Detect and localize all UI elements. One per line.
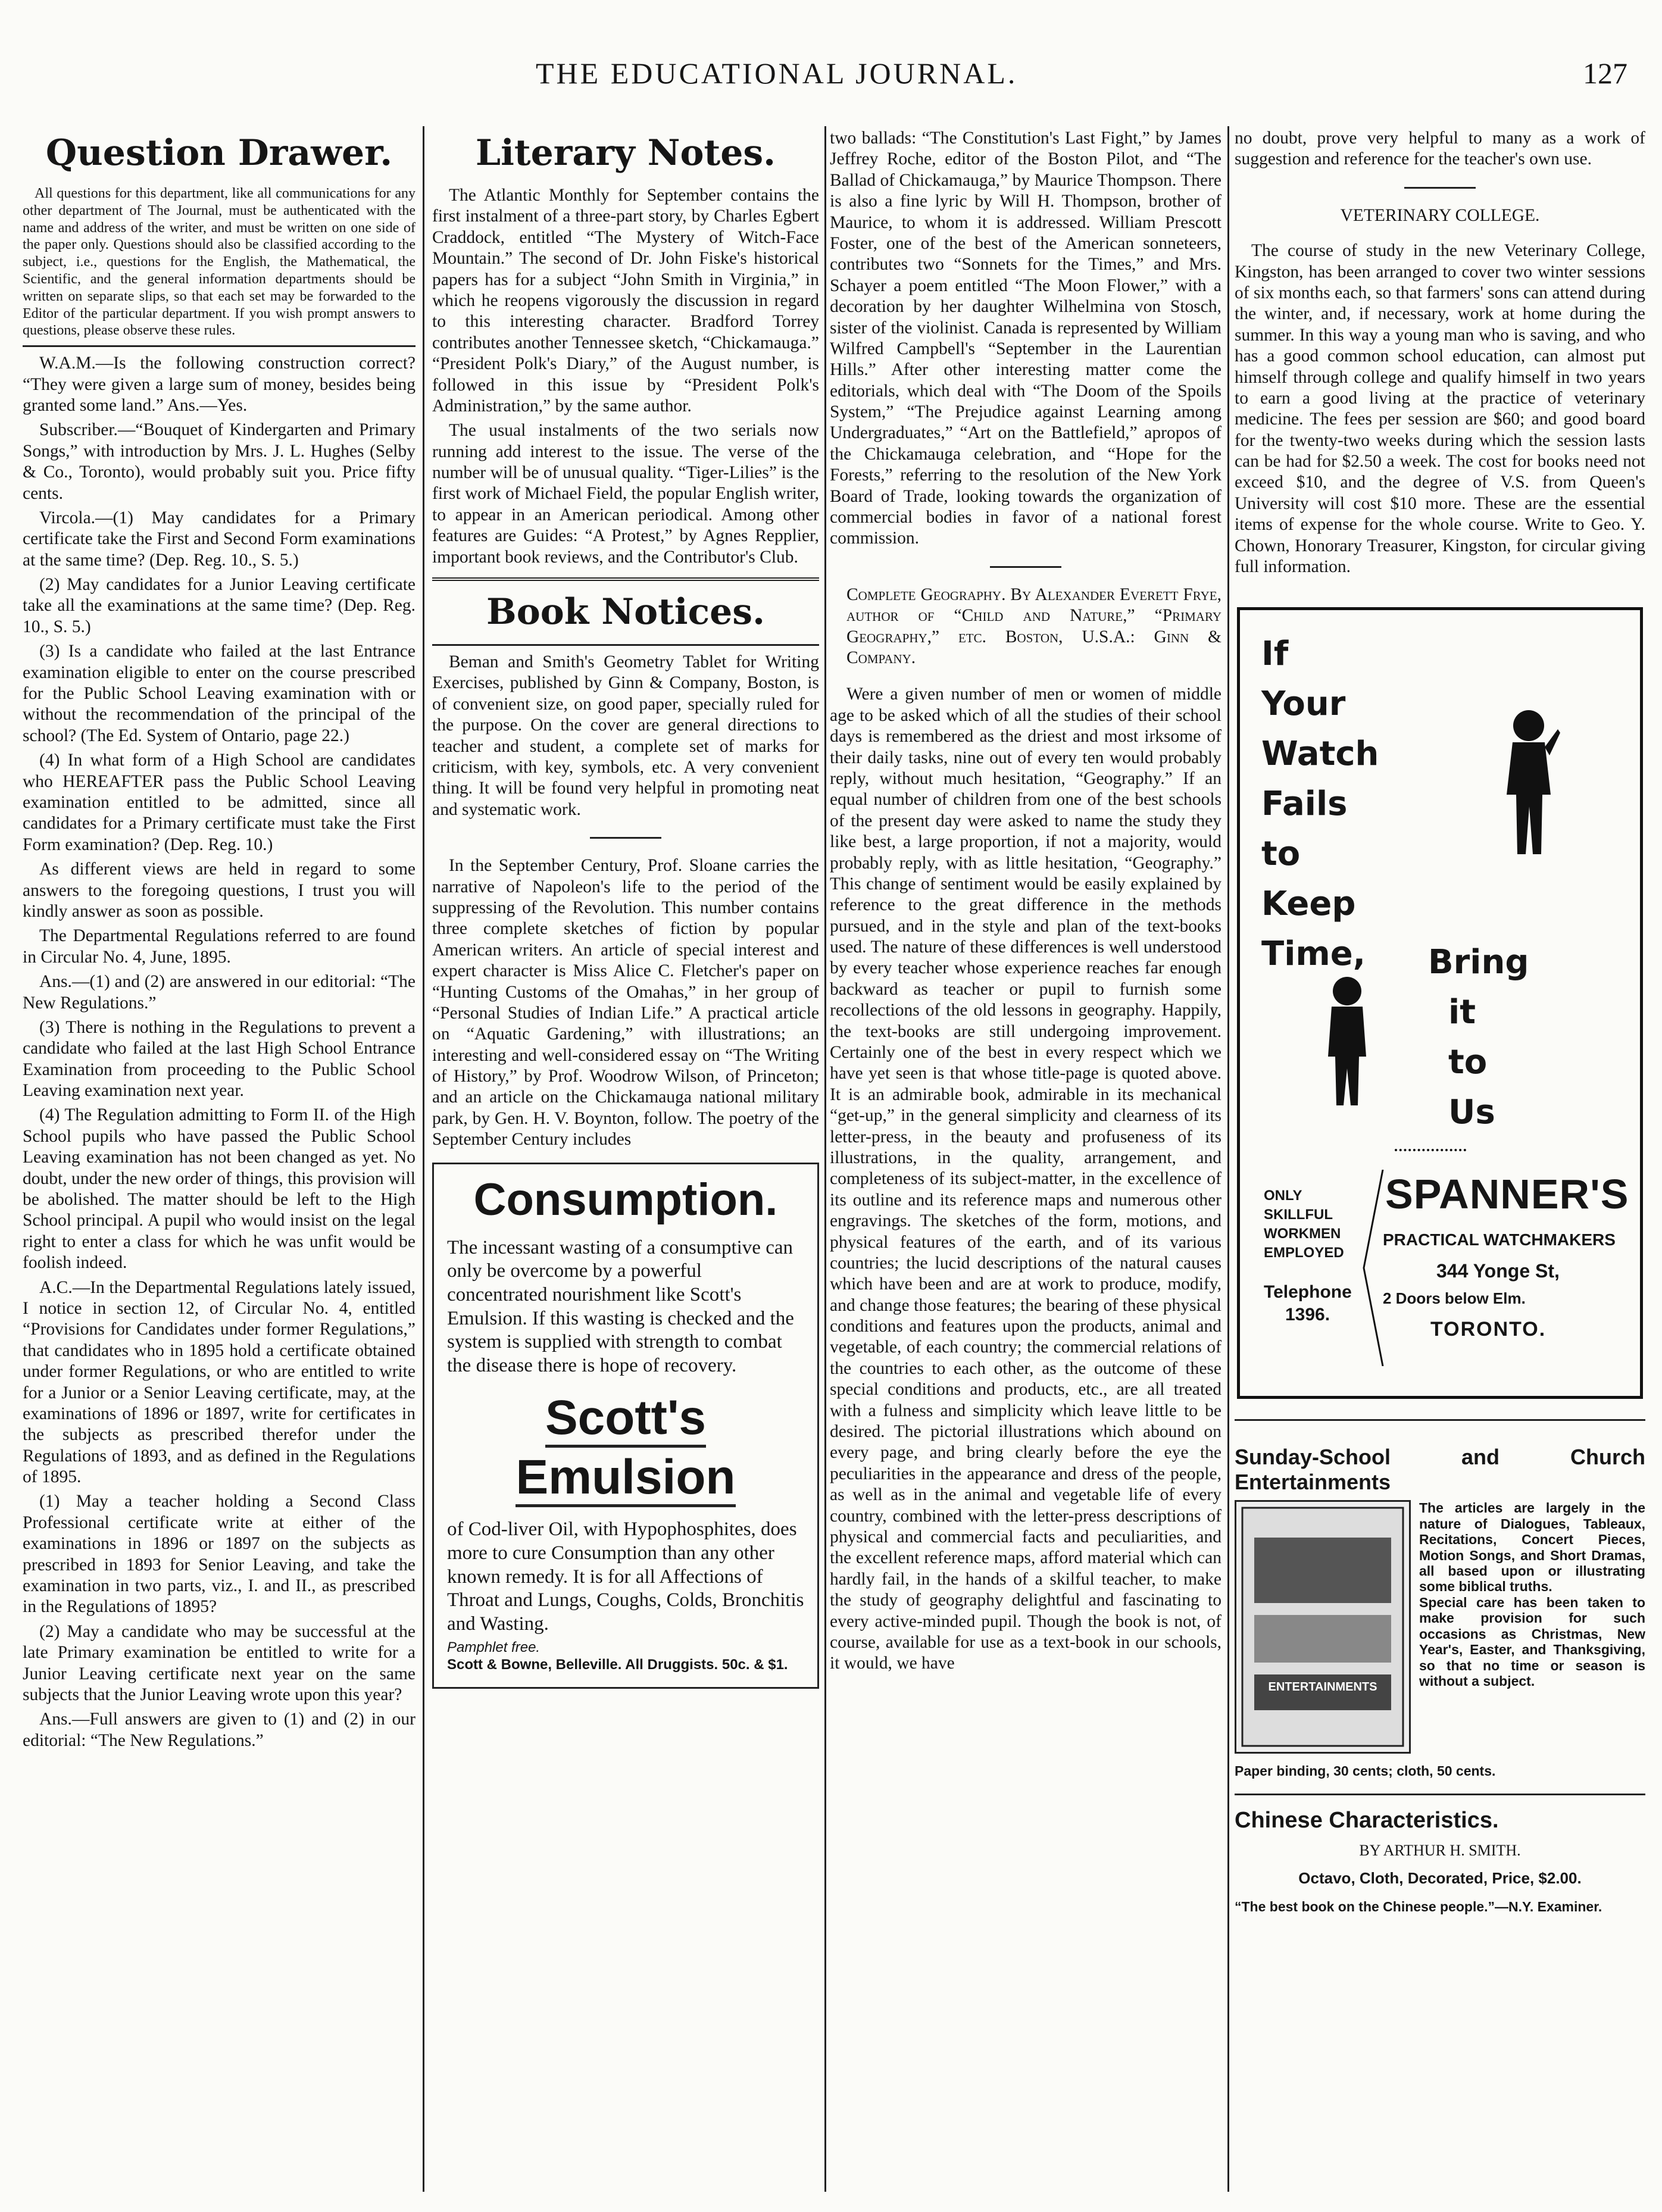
book-cover-label: ENTERTAINMENTS: [1268, 1680, 1377, 1694]
divider: [1404, 187, 1476, 189]
divider: [990, 566, 1061, 568]
chinese-ad-title: Chinese Characteristics.: [1235, 1807, 1499, 1833]
chinese-ad-author: BY ARTHUR H. SMITH.: [1359, 1842, 1521, 1860]
question-drawer-heading: Question Drawer.: [45, 132, 393, 174]
sunday-ad-binding: Paper binding, 30 cents; cloth, 50 cents.: [1235, 1763, 1496, 1779]
paragraph: (1) May a teacher holding a Second Class Professional certificate write at either of the examinations in 1896 or 1897 on the subjects as prescribed in 1893 for Senior Leaving, and take the examination in two parts, viz., I. and II., as prescribed in the Regulations of 1895?: [23, 1492, 416, 1617]
question-drawer-column: [23, 128, 416, 2199]
journal-title: THE EDUCATIONAL JOURNAL.: [536, 57, 1018, 90]
paragraph: W.A.M.—Is the following construction correct? “They were given a large sum of money, besides being granted some land.” Ans.—Yes.: [23, 354, 416, 415]
consumption-ad-footer: Scott & Bowne, Belleville. All Druggists. 50c. & $1.: [447, 1657, 788, 1673]
paragraph: Were a given number of men or women of middle age to be asked which of all the studies of their school days is remembered as the driest and most irksome of their daily tasks, nine out of every ten would probably reply, without much hesitation, “Geography.” If an equal number of children from one of the best schools of the present day were asked to name the study they like best, a large proportion, if not a majority, would probably reply, with as little hesitation, “Geography.” This change of sentiment would be easily explained by reference to the great difference in the methods pursued, and in the style and plan of the text-books used. The nature of these differences is well understood by every teacher whose experience reaches far enough backward as teacher or pupil to furnish some recollections of the old lessons in geography. Happily, the text-books are still undergoing improvement. Certainly one of the best in every respect which we have yet seen is that whose title-page is quoted above. It is an admirable book, admirable in its mechanical “get-up,” in the general simplicity and clearness of its letter-press, in the beauty and profuseness of its illustrations, in the quality, arrangement, and completeness of its subject-matter, in the excellence of its outline and its reference maps and numerous other engravings. The sketches of the form, motions, and physical features of the earth, and of its various countries; the lucid descriptions of the natural causes which have been and are at work to produce, modify, and change those features; the bearing of these physical conditions and features upon the products, animal and vegetable, of each country; the commercial relations of the countries to each other, as the outcome of these special conditions and products, etc., are all treated with a fulness and simplicity which leave little to be desired. The pictorial illustrations which abound on every page, and bring clearly before the eye the peculiarities in the appearance and dress of the people, as well as in the animal and vegetable life of every country, combined with the letter-press descriptions of physical and commercial facts and peculiarities, and the excellent reference maps, afford material which can hardly fail, in the hands of a skilful teacher, to make the study of geography delightful and fascinating to every active-minded pupil. Though the book is not, of course, available for use as a text-book in our schools, it would, we have: [830, 685, 1221, 1673]
consumption-ad: [432, 1163, 819, 1689]
child-silhouette-icon: [1317, 973, 1377, 1110]
chinese-ad-quote: “The best book on the Chinese people.”—N.Y. Examiner.: [1235, 1898, 1602, 1914]
divider: [590, 837, 661, 839]
paragraph: Vircola.—(1) May candidates for a Primary certificate take the First and Second Form examinations at the same time? (Dep. Reg. 10., S. 5.): [23, 508, 416, 570]
column-three: [830, 128, 1221, 2199]
consumption-ad-body: The incessant wasting of a consumptive can only be overcome by a powerful concentrated nourishment like Scott's Emulsion. If this wasting is checked and the system is supplied with strength to combat the disease there is hope of recovery.: [447, 1236, 794, 1376]
column-rule: [824, 126, 826, 2192]
divider: [1235, 1419, 1645, 1421]
running-head: [0, 56, 1662, 104]
ad-word: Your: [1261, 685, 1346, 724]
bracket-divider: [1359, 1170, 1389, 1366]
divider: [432, 577, 819, 581]
paragraph: (2) May a candidate who may be successful at the late Primary examination be entitled to write for a Junior Leaving certificate next year on the same subjects that the Junior Leaving wrote upon this year?: [23, 1621, 416, 1704]
paragraph: (2) May candidates for a Junior Leaving certificate take all the examinations at the same time? (Dep. Reg. 10., S. 5.): [23, 575, 416, 636]
book-title: Complete Geography. By Alexander Everett Frye, author of “Child and Nature,” “Primary Geography,” etc. Boston, U.S.A.: Ginn & Company.: [846, 585, 1221, 667]
paragraph: (4) The Regulation admitting to Form II. of the High School pupils who have passed the Public School Leaving examination has not been changed as yet. No doubt, under the new order of things, this provision will be abolished. The matter should be left to the High School principal. A pupil who would insist on the legal right to enter a class for which he was unfit would be foolish indeed.: [23, 1105, 416, 1273]
ad-text: 344 Yonge St,: [1436, 1260, 1560, 1282]
pamphlet-note: Pamphlet free.: [447, 1639, 541, 1656]
chinese-characteristics-ad: [1235, 1807, 1645, 1916]
book-notices-heading: Book Notices.: [486, 591, 765, 633]
paragraph: A.C.—In the Departmental Regulations lately issued, I notice in section 12, of Circular No. 4, entitled “Provisions for Candidates under former Regulations,” that candidates who in 1895 hold a certificate obtained under former Regulations, or who are entitled to write for a Junior or a Senior Leaving certificate, may, at the examinations of 1896 or 1897, write for certificates in the subjects as prescribed therefor under the Regulations of 1893, and as defined in the Regulations of 1895.: [23, 1277, 416, 1487]
ad-word: it: [1448, 993, 1476, 1032]
ad-word: Keep: [1261, 885, 1356, 924]
paragraph: The course of study in the new Veterinary College, Kingston, has been arranged to cover two winter sessions of six months each, so that farmers' sons can attend during the winter, and, if necessary, work at home during the summer. In this way a young man who is saving, and who has a good common school education, can almost put himself through college and qualify himself in two years to earn a good living at the practice of veterinary medicine. The fees per session are $60; and good board for the twenty-two weeks during which the session lasts can be had for $2.50 a week. The cost for books need not exceed $10, and the degree of V.S. from Queen's University will cost $10 more. These are the essential items of expense for the whole course. Write to Geo. Y. Chown, Honorary Treasurer, Kingston, for circular giving full information.: [1235, 241, 1645, 577]
sunday-school-ad: [1235, 1445, 1645, 1779]
ad-word: Time,: [1261, 935, 1366, 974]
divider: [23, 345, 416, 347]
ad-text: 1396.: [1285, 1305, 1330, 1325]
ad-word: Watch: [1261, 735, 1379, 774]
ad-word: Us: [1448, 1093, 1495, 1132]
paragraph: As different views are held in regard to some answers to the foregoing questions, I trust you will kindly answer as soon as possible.: [23, 860, 416, 921]
book-cover-art: [1236, 1502, 1409, 1752]
paragraph: (3) There is nothing in the Regulations to prevent a candidate who failed at the last High School Entrance Examination from proceeding to the Public School Leaving examination next year.: [23, 1017, 416, 1101]
ad-text: Telephone: [1264, 1282, 1352, 1302]
ad-text: WORKMEN: [1264, 1226, 1341, 1242]
question-drawer-notice: All questions for this department, like all communications for any other department of The Journal, must be authenticated with the name and address of the writer, and must be written on one side of the paper only. Questions should also be classified according to the subject, i.e., questions for the English, the Mathematical, the Scientific, and the general information departments should be written on separate slips, so that each set may be forwarded to the Editor of the particular department. If you wish prompt answers to questions, please observe these rules.: [23, 186, 416, 339]
paragraph: The usual instalments of the two serials now running add interest to the issue. The verse of the number will be of unusual quality. “Tiger-Lilies” is the first work of Michael Field, the popular English writer, to appear in an American periodical. Among other features are Guides: “A Protest,” by Agnes Repplier, important book reviews, and the Contributor's Club.: [432, 421, 819, 567]
ad-word: to: [1448, 1043, 1488, 1082]
paragraph: Ans.—Full answers are given to (1) and (2) in our editorial: “The New Regulations.”: [23, 1710, 416, 1750]
paragraph: The Departmental Regulations referred to are found in Circular No. 4, June, 1895.: [23, 926, 416, 967]
sunday-ad-description-2: Special care has been taken to make provision for such occasions as Christmas, New Year's, Easter, and Thanksgiving, so that no time or season is without a subject.: [1419, 1594, 1645, 1689]
spanner-ad: [1237, 607, 1643, 1399]
ad-text: TORONTO.: [1430, 1318, 1547, 1341]
divider: [1395, 1149, 1466, 1151]
ad-word: Fails: [1261, 785, 1348, 824]
ad-word: Bring: [1428, 943, 1529, 982]
scotts-emulsion-brand: [447, 1388, 804, 1507]
veterinary-heading: VETERINARY COLLEGE.: [1340, 205, 1540, 225]
paragraph: Ans.—(1) and (2) are answered in our editorial: “The New Regulations.”: [23, 972, 416, 1013]
brand-line: Scott's: [545, 1391, 706, 1448]
paragraph: two ballads: “The Constitution's Last Fight,” by James Jeffrey Roche, editor of the Boston Pilot, and “The Ballad of Chickamauga,” by Maurice Thompson. There is also a fine lyric by Will H. Thompson, brother of Maurice, to whom it is addressed. William Prescott Foster, one of the best of the American sonneteers, contributes two “Sonnets for the Times,” and Mrs. Schayer a poem entitled “The Moon Flower,” with a decoration by her daughter Wilhelmina von Stosch, sister of the violinist. Canada is represented by William Wilfred Campbell's “September in the Laurentian Hills.” After other interesting matter come the editorials, which deal with “The Doom of the Spoils System,” “The Prejudice against Learning among Undergraduates,” “Art on the Battlefield,” apropos of the Chickamauga celebration, and “Hope for the Forests,” referring to the resolution of the New York Board of Trade, looking towards the organization of commercial bodies in favor of a national forest commission.: [830, 129, 1221, 548]
paragraph: The Atlantic Monthly for September contains the first instalment of a three-part story, by Charles Egbert Craddock, entitled “The Mystery of Witch-Face Mountain.” The second of Dr. John Fiske's historical papers has for a subject “John Smith in Virginia,” in which he reopens vigorously the discussion in regard to this interesting character. Bradford Torrey contributes another Tennessee sketch, “Chickamauga.” “President Polk's Diary,” of the August number, is followed in this issue by “President Polk's Administration,” by the same author.: [432, 186, 819, 415]
ad-text: PRACTICAL WATCHMAKERS: [1383, 1230, 1616, 1249]
column-rule: [423, 126, 424, 2192]
boy-silhouette-icon: [1496, 705, 1561, 860]
column-rule: [1227, 126, 1229, 2192]
paragraph: In the September Century, Prof. Sloane carries the narrative of Napoleon's life to the period of the suppressing of the Revolution. This number contains three complete sketches of fiction by popular American writers. An article of special interest and expert character is Miss Alice C. Fletcher's paper on “Hunting Customs of the Omahas,” in her group of “Personal Studies of Indian Life.” A practical article on “Aquatic Gardening,” with illustrations; an interesting and well-considered essay on “The Writing of History,” by Prof. Woodrow Wilson, of Princeton; and an article on the Chickamauga national military park, by Gen. H. V. Boynton, follow. The poetry of the September Century includes: [432, 856, 819, 1149]
divider: [1235, 1794, 1645, 1795]
paragraph: Subscriber.—“Bouquet of Kindergarten and Primary Songs,” with introduction by Mrs. J. L. Hughes (Selby & Co., Toronto), would probably suit you. Price fifty cents.: [23, 420, 416, 503]
sunday-ad-description: The articles are largely in the nature of Dialogues, Tableaux, Recitations, Concert Pieces, Motion Songs, and Short Dramas, all based upon or illustrating some biblical truths.: [1419, 1500, 1645, 1595]
sunday-ad-title: Sunday-School and Church Entertainments: [1235, 1445, 1645, 1494]
column-four: [1235, 128, 1645, 2199]
ad-text: SKILLFUL: [1264, 1207, 1333, 1223]
ad-text: ONLY: [1264, 1188, 1302, 1204]
ad-word: to: [1261, 835, 1301, 874]
literary-notes-heading: Literary Notes.: [475, 132, 776, 174]
page-number: 127: [1583, 57, 1627, 90]
paragraph: (3) Is a candidate who failed at the last Entrance examination eligible to enter on the course prescribed for the Public School Leaving examination with or without the recommendation of the principal of the school? (The Ed. System of Ontario, page 22.): [23, 642, 416, 745]
consumption-ad-body-2: of Cod-liver Oil, with Hypophosphites, does more to cure Consumption than any other known remedy. It is for all Affections of Throat and Lungs, Coughs, Colds, Bronchitis and Wasting.: [447, 1519, 804, 1635]
consumption-ad-title: Consumption.: [473, 1174, 778, 1225]
chinese-ad-details: Octavo, Cloth, Decorated, Price, $2.00.: [1298, 1869, 1582, 1888]
paragraph: Beman and Smith's Geometry Tablet for Writing Exercises, published by Ginn & Company, Boston, is of convenient size, on good paper, specially ruled for the purpose. On the cover are general directions to teacher and student, a complete set of marks for criticism, with key, symbols, etc. A very convenient thing. It will be found very helpful in promoting neat and systematic work.: [432, 652, 819, 819]
ad-text: 2 Doors below Elm.: [1383, 1289, 1526, 1308]
book-cover-illustration: [1235, 1500, 1411, 1754]
spanners-name: SPANNER'S: [1385, 1171, 1629, 1218]
ad-word: If: [1261, 635, 1289, 674]
paragraph: (4) In what form of a High School are candidates who HEREAFTER pass the Public School Leaving examination entitled to be admitted, since all candidates for a Primary certificate must take the First Form examination? (Dep. Reg. 10.): [23, 751, 416, 854]
divider: [432, 644, 819, 646]
literary-notes-column: [432, 128, 819, 2199]
brand-line: Emulsion: [516, 1450, 735, 1507]
paragraph: no doubt, prove very helpful to many as a work of suggestion and reference for the teacher's own use.: [1235, 129, 1645, 169]
ad-text: EMPLOYED: [1264, 1245, 1344, 1261]
